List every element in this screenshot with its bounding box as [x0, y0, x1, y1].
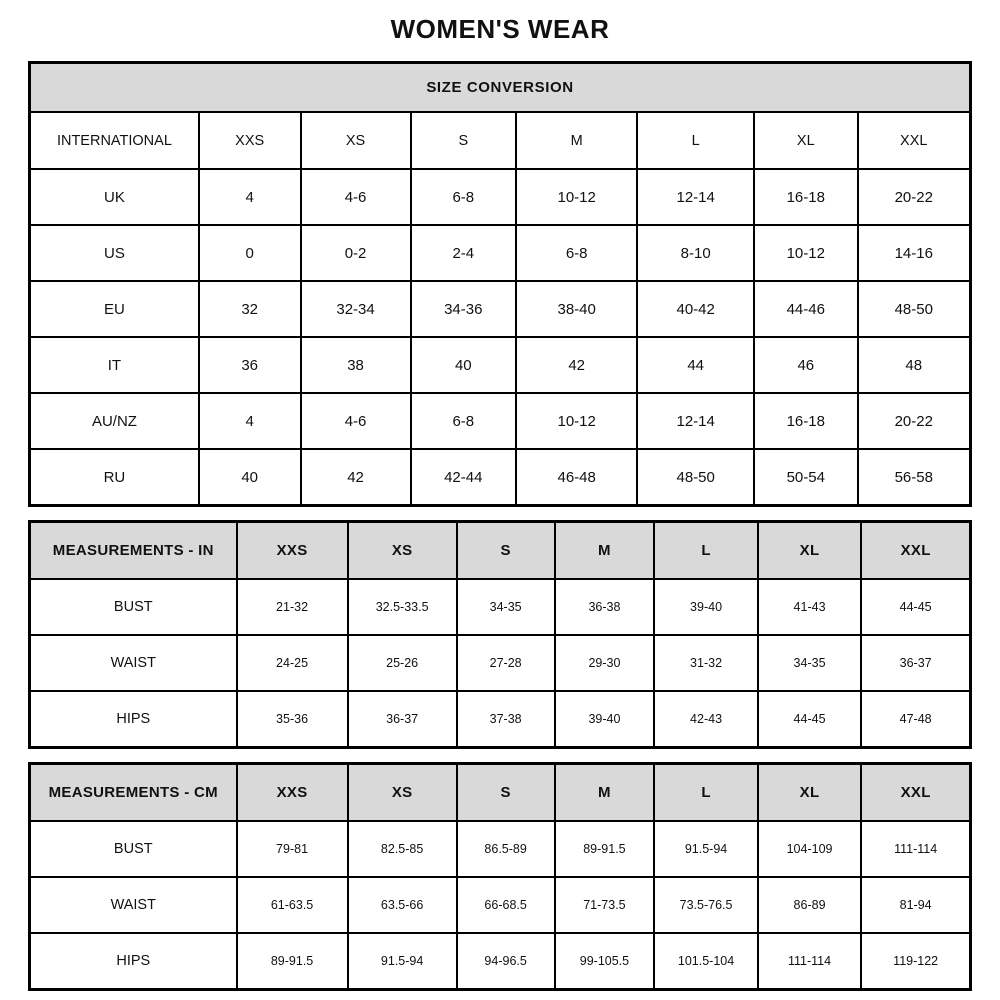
value-cell: 99-105.5 [555, 933, 655, 990]
size-conversion-title: SIZE CONVERSION [30, 63, 971, 113]
table-row [30, 169, 971, 225]
value-cell: 86-89 [758, 877, 862, 933]
value-cell: 86.5-89 [457, 821, 555, 877]
value-cell: 48-50 [637, 449, 754, 506]
row-label: HIPS [30, 691, 237, 748]
value-cell: 38 [301, 337, 411, 393]
value-cell: 91.5-94 [654, 821, 758, 877]
value-cell: 101.5-104 [654, 933, 758, 990]
value-cell: 20-22 [858, 393, 971, 449]
column-header: L [654, 764, 758, 822]
table-row [30, 281, 971, 337]
value-cell: 42-43 [654, 691, 758, 748]
row-label: WAIST [30, 635, 237, 691]
value-cell: 40 [199, 449, 301, 506]
column-header: XS [301, 112, 411, 169]
value-cell: 6-8 [411, 393, 516, 449]
value-cell: 94-96.5 [457, 933, 555, 990]
value-cell: 50-54 [754, 449, 858, 506]
column-header: S [457, 764, 555, 822]
value-cell: 89-91.5 [237, 933, 348, 990]
value-cell: 48 [858, 337, 971, 393]
value-cell: 32 [199, 281, 301, 337]
value-cell: 36-38 [555, 579, 655, 635]
value-cell: 42-44 [411, 449, 516, 506]
table-row [30, 877, 971, 933]
value-cell: 16-18 [754, 169, 858, 225]
value-cell: 0-2 [301, 225, 411, 281]
value-cell: 10-12 [516, 169, 637, 225]
column-header: XXS [199, 112, 301, 169]
value-cell: 44-45 [861, 579, 970, 635]
value-cell: 39-40 [654, 579, 758, 635]
value-cell: 46-48 [516, 449, 637, 506]
column-header: XS [348, 522, 457, 580]
value-cell: 111-114 [758, 933, 862, 990]
value-cell: 42 [516, 337, 637, 393]
measurements-cm-header-row [30, 764, 971, 822]
value-cell: 48-50 [858, 281, 971, 337]
value-cell: 36 [199, 337, 301, 393]
value-cell: 16-18 [754, 393, 858, 449]
value-cell: 46 [754, 337, 858, 393]
column-header: L [637, 112, 754, 169]
value-cell: 119-122 [861, 933, 970, 990]
size-conversion-title-row [30, 63, 971, 113]
table-row [30, 393, 971, 449]
value-cell: 2-4 [411, 225, 516, 281]
value-cell: 111-114 [861, 821, 970, 877]
size-conversion-header-row [30, 112, 971, 169]
value-cell: 34-35 [758, 635, 862, 691]
measurements-cm-title: MEASUREMENTS - CM [30, 764, 237, 822]
value-cell: 81-94 [861, 877, 970, 933]
value-cell: 12-14 [637, 393, 754, 449]
value-cell: 71-73.5 [555, 877, 655, 933]
row-label: BUST [30, 579, 237, 635]
column-header: XXL [861, 522, 970, 580]
value-cell: 4 [199, 169, 301, 225]
column-header: XS [348, 764, 457, 822]
column-header: S [411, 112, 516, 169]
column-header: M [516, 112, 637, 169]
column-header: M [555, 764, 655, 822]
value-cell: 32-34 [301, 281, 411, 337]
column-header: XL [758, 522, 862, 580]
value-cell: 39-40 [555, 691, 655, 748]
value-cell: 63.5-66 [348, 877, 457, 933]
value-cell: 61-63.5 [237, 877, 348, 933]
value-cell: 8-10 [637, 225, 754, 281]
value-cell: 4-6 [301, 169, 411, 225]
value-cell: 10-12 [754, 225, 858, 281]
column-header: INTERNATIONAL [30, 112, 199, 169]
value-cell: 35-36 [237, 691, 348, 748]
value-cell: 40-42 [637, 281, 754, 337]
value-cell: 40 [411, 337, 516, 393]
measurements-in-header-row [30, 522, 971, 580]
value-cell: 31-32 [654, 635, 758, 691]
column-header: M [555, 522, 655, 580]
value-cell: 34-36 [411, 281, 516, 337]
value-cell: 25-26 [348, 635, 457, 691]
value-cell: 27-28 [457, 635, 555, 691]
row-label: IT [30, 337, 199, 393]
value-cell: 4-6 [301, 393, 411, 449]
row-label: AU/NZ [30, 393, 199, 449]
value-cell: 82.5-85 [348, 821, 457, 877]
value-cell: 21-32 [237, 579, 348, 635]
column-header: XXS [237, 764, 348, 822]
value-cell: 41-43 [758, 579, 862, 635]
measurements-in-title: MEASUREMENTS - IN [30, 522, 237, 580]
table-row [30, 337, 971, 393]
row-label: UK [30, 169, 199, 225]
page-title: WOMEN'S WEAR [390, 14, 610, 44]
value-cell: 24-25 [237, 635, 348, 691]
table-row [30, 579, 971, 635]
value-cell: 56-58 [858, 449, 971, 506]
value-cell: 10-12 [516, 393, 637, 449]
value-cell: 44-46 [754, 281, 858, 337]
table-row [30, 821, 971, 877]
value-cell: 36-37 [348, 691, 457, 748]
value-cell: 12-14 [637, 169, 754, 225]
value-cell: 91.5-94 [348, 933, 457, 990]
table-row [30, 449, 971, 506]
row-label: WAIST [30, 877, 237, 933]
value-cell: 42 [301, 449, 411, 506]
column-header: XXS [237, 522, 348, 580]
value-cell: 38-40 [516, 281, 637, 337]
value-cell: 6-8 [411, 169, 516, 225]
value-cell: 20-22 [858, 169, 971, 225]
value-cell: 34-35 [457, 579, 555, 635]
row-label: HIPS [30, 933, 237, 990]
column-header: XXL [861, 764, 970, 822]
value-cell: 36-37 [861, 635, 970, 691]
value-cell: 44 [637, 337, 754, 393]
size-conversion-table [28, 61, 972, 507]
value-cell: 14-16 [858, 225, 971, 281]
table-row [30, 933, 971, 990]
value-cell: 47-48 [861, 691, 970, 748]
value-cell: 79-81 [237, 821, 348, 877]
value-cell: 37-38 [457, 691, 555, 748]
value-cell: 104-109 [758, 821, 862, 877]
measurements-cm-table [28, 762, 972, 991]
value-cell: 29-30 [555, 635, 655, 691]
table-row [30, 225, 971, 281]
measurements-in-table [28, 520, 972, 749]
value-cell: 0 [199, 225, 301, 281]
value-cell: 66-68.5 [457, 877, 555, 933]
value-cell: 44-45 [758, 691, 862, 748]
value-cell: 4 [199, 393, 301, 449]
table-row [30, 635, 971, 691]
value-cell: 73.5-76.5 [654, 877, 758, 933]
column-header: XL [758, 764, 862, 822]
column-header: XXL [858, 112, 971, 169]
row-label: BUST [30, 821, 237, 877]
value-cell: 89-91.5 [555, 821, 655, 877]
column-header: XL [754, 112, 858, 169]
column-header: L [654, 522, 758, 580]
value-cell: 32.5-33.5 [348, 579, 457, 635]
row-label: EU [30, 281, 199, 337]
value-cell: 6-8 [516, 225, 637, 281]
row-label: US [30, 225, 199, 281]
row-label: RU [30, 449, 199, 506]
table-row [30, 691, 971, 748]
column-header: S [457, 522, 555, 580]
